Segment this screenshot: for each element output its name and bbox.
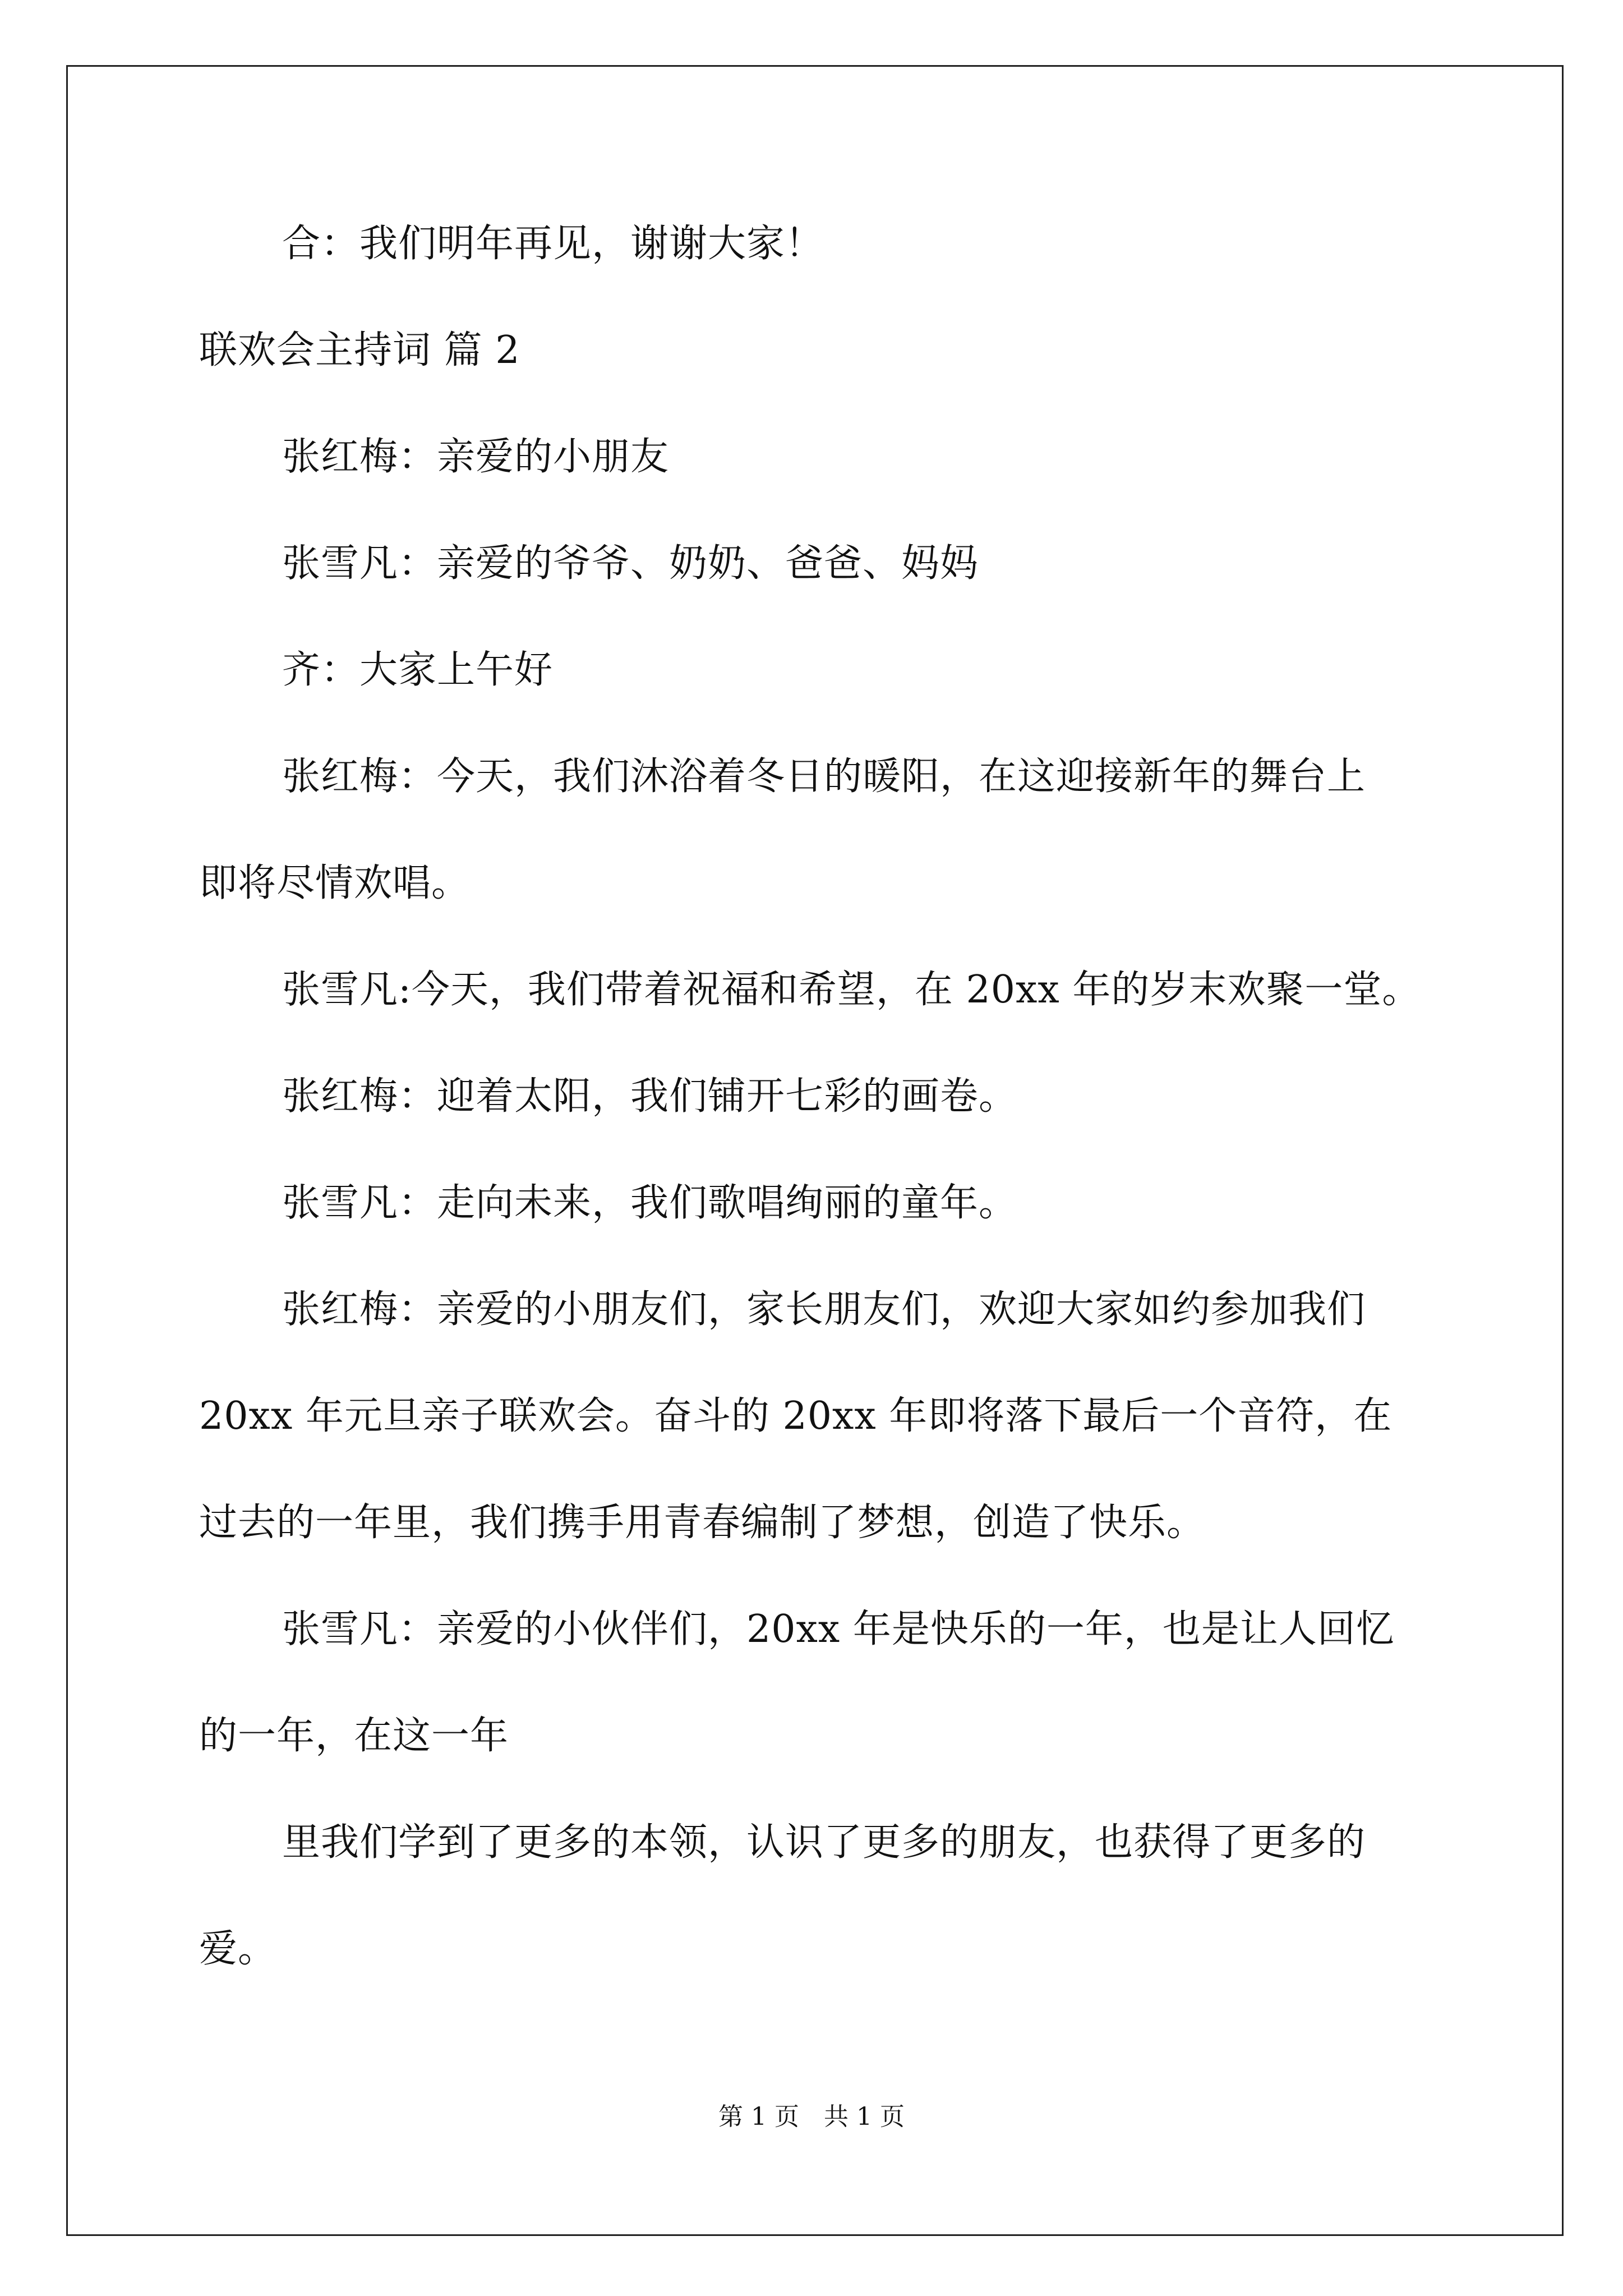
closing-line: 合：我们明年再见，谢谢大家！: [282, 222, 824, 266]
dialogue-line: 张雪凡：走向未来，我们歌唱绚丽的童年。: [282, 1181, 1018, 1225]
page-footer: 第 1 页 共 1 页: [718, 2102, 905, 2131]
dialogue-line: 张红梅：亲爱的小朋友们，家长朋友们，欢迎大家如约参加我们: [282, 1287, 1366, 1332]
dialogue-continuation: 过去的一年里，我们携手用青春编制了梦想，创造了快乐。: [199, 1501, 1206, 1545]
dialogue-line: 张红梅：迎着太阳，我们铺开七彩的画卷。: [282, 1074, 1018, 1119]
section-heading: 联欢会主持词 篇 2: [199, 328, 520, 372]
dialogue-line: 张雪凡：亲爱的小伙伴们，20xx 年是快乐的一年，也是让人回忆: [282, 1607, 1395, 1651]
dialogue-continuation: 20xx 年元旦亲子联欢会。奋斗的 20xx 年即将落下最后一个音符，在: [199, 1394, 1393, 1438]
page-border: [66, 65, 1564, 2236]
dialogue-line: 里我们学到了更多的本领，认识了更多的朋友，也获得了更多的: [282, 1820, 1366, 1865]
dialogue-line: 张红梅：亲爱的小朋友: [282, 435, 670, 479]
dialogue-line: 张雪凡:今天，我们带着祝福和希望，在 20xx 年的岁末欢聚一堂。: [282, 968, 1421, 1012]
dialogue-line: 齐：大家上午好: [282, 648, 554, 692]
dialogue-continuation: 爱。: [199, 1927, 277, 1971]
dialogue-continuation: 即将尽情欢唱。: [199, 861, 471, 905]
dialogue-line: 张雪凡：亲爱的爷爷、奶奶、爸爸、妈妈: [282, 541, 979, 586]
dialogue-line: 张红梅：今天，我们沐浴着冬日的暖阳，在这迎接新年的舞台上: [282, 754, 1366, 799]
dialogue-continuation: 的一年，在这一年: [199, 1714, 509, 1758]
